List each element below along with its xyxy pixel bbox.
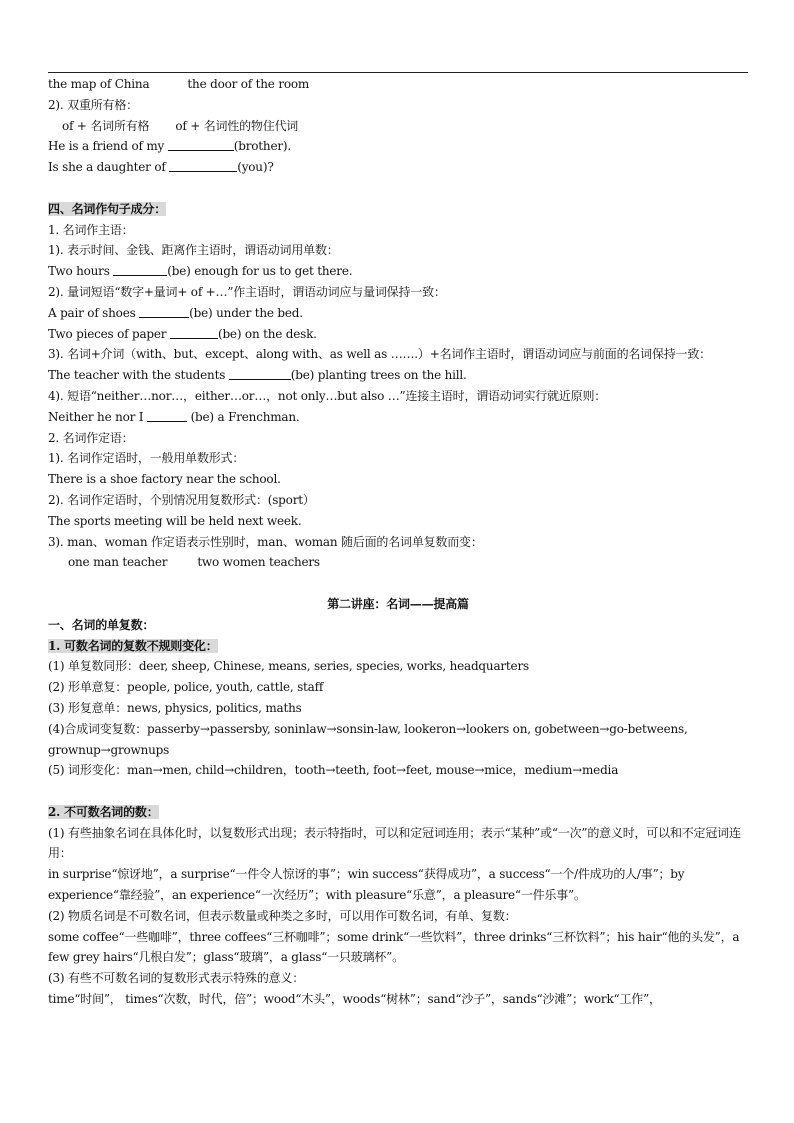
text-segment: (you)?: [237, 160, 274, 175]
text-line: 一、名词的单复数：: [48, 617, 155, 632]
text-line: [48, 136, 748, 157]
text-segment: Two pieces of paper: [48, 326, 170, 341]
text-segment: the door of the room: [187, 77, 310, 91]
section-heading: 2. 不可数名词的数：: [48, 804, 159, 819]
text-line: There is a shoe factory near the school.: [48, 472, 281, 487]
fill-in-blank[interactable]: [169, 160, 237, 172]
text-segment: He is a friend of my: [48, 139, 168, 154]
text-line: (3) 形复意单：news, physics, politics, maths: [48, 700, 302, 715]
text-line: (1) 单复数同形：deer, sheep, Chinese, means, series, species, works, headquarters: [48, 659, 529, 674]
text-segment: of + 名词性的物住代词: [175, 118, 299, 133]
text-segment: two women teachers: [197, 555, 320, 570]
text-line: 1). 名词作定语时，一般用单数形式：: [48, 451, 245, 466]
section-heading: 四、名词作句子成分：: [48, 201, 167, 216]
text-line: The sports meeting will be held next week.: [48, 513, 302, 528]
text-line: 4). 短语“neither…nor…，either…or…，not only…but also …”连接主语时，谓语动词实行就近原则：: [48, 388, 607, 403]
text-line: [48, 636, 748, 657]
text-line: time“时间”， times“次数，时代，倍”；wood“木头”，woods“树林”；sand“沙子”，sands“沙滩”；work“工作”，: [48, 992, 661, 1007]
text-line: [48, 261, 748, 282]
text-segment: (be) enough for us to get there.: [167, 264, 353, 279]
text-line: [48, 324, 748, 345]
text-line: in surprise“惊讶地”，a surprise“一件令人惊讶的事”；win success“获得成功”，a success“一个/件成功的人/事”；by experience“靠经验”，an experience“一次经历”；with pleasure“乐意”，a pleasure“一件乐事”。: [48, 867, 685, 903]
header-rule: [48, 72, 748, 73]
text-line: [48, 199, 748, 220]
text-line: (2) 物质名词是不可数名词，但表示数量或种类之多时，可以用作可数名词，有单、复数：: [48, 908, 517, 923]
text-line: (4)合成词变复数：passerby→passersby, soninlaw→sonsin-law, lookeron→lookers on, gobetween→go-betweens,: [48, 721, 688, 736]
text-segment: Neither he nor I: [48, 409, 147, 424]
text-segment: (brother).: [233, 139, 291, 154]
text-line: 3). 名词+介词（with、but、except、along with、as well as …….）+名词作主语时，谓语动词应与前面的名词保持一致：: [48, 347, 711, 362]
text-line: (5) 词形变化：man→men, child→children，tooth→teeth, foot→feet, mouse→mice，medium→media: [48, 763, 619, 778]
fill-in-blank[interactable]: [113, 264, 167, 276]
blank-line: [48, 781, 748, 802]
text-segment: one man teacher: [68, 555, 168, 570]
text-segment: (be) planting trees on the hill.: [290, 368, 467, 383]
blank-line: [48, 573, 748, 594]
text-segment: (be) a Frenchman.: [186, 409, 300, 424]
text-line: [48, 157, 748, 178]
text-line: 2). 名词作定语时，个别情况用复数形式：(sport）: [48, 492, 315, 507]
text-segment: (be) on the desk.: [217, 326, 317, 341]
fill-in-blank[interactable]: [170, 327, 218, 339]
text-line: [48, 407, 748, 428]
text-segment: Is she a daughter of: [48, 160, 170, 175]
fill-in-blank[interactable]: [139, 306, 189, 318]
text-line: 1). 表示时间、金钱、距离作主语时，谓语动词用单数：: [48, 243, 339, 258]
text-line: [48, 802, 748, 823]
text-line: 2). 量词短语“数字+量词+ of +…”作主语时，谓语动词应与量词保持一致：: [48, 284, 446, 299]
text-line: some coffee“一些咖啡”，three coffees“三杯咖啡”；some drink“一些饮料”，three drinks“三杯饮料”；his hair“他的头发”，a few grey hairs“几根白发”；glass“玻璃”，a glass“一只玻璃杯”。: [48, 929, 740, 965]
text-line: [48, 74, 748, 95]
fill-in-blank[interactable]: [147, 410, 187, 422]
fill-in-blank[interactable]: [229, 368, 291, 380]
text-line: (1) 有些抽象名词在具体化时，以复数形式出现；表示特指时，可以和定冠词连用；表示“某种”或“一次”的意义时，可以和不定冠词连用：: [48, 825, 741, 861]
text-line: [48, 552, 748, 573]
text-line: 2. 名词作定语：: [48, 430, 134, 445]
text-segment: The teacher with the students: [48, 368, 229, 383]
text-line: grownup→grownups: [48, 742, 170, 757]
text-segment: Two hours: [48, 264, 114, 279]
fill-in-blank[interactable]: [168, 139, 234, 151]
text-line: 第二讲座：名词——提高篇: [327, 596, 469, 611]
text-line: 1. 名词作主语：: [48, 222, 134, 237]
text-line: 3). man、woman 作定语表示性别时，man、woman 随后面的名词单复数而变：: [48, 534, 483, 549]
text-line: (3) 有些不可数名词的复数形式表示特殊的意义：: [48, 971, 305, 986]
text-segment: of + 名词所有格: [62, 118, 150, 133]
text-line: [48, 303, 748, 324]
blank-line: [48, 178, 748, 199]
text-segment: (be) under the bed.: [189, 305, 303, 320]
text-line: [48, 116, 748, 137]
text-line: [48, 365, 748, 386]
text-segment: the map of China: [48, 77, 150, 91]
document-body: [48, 74, 748, 1010]
text-line: (2) 形单意复：people, police, youth, cattle, staff: [48, 680, 324, 695]
text-line: 2). 双重所有格：: [48, 97, 138, 112]
text-segment: A pair of shoes: [48, 305, 140, 320]
section-heading: 1. 可数名词的复数不规则变化：: [48, 638, 218, 653]
